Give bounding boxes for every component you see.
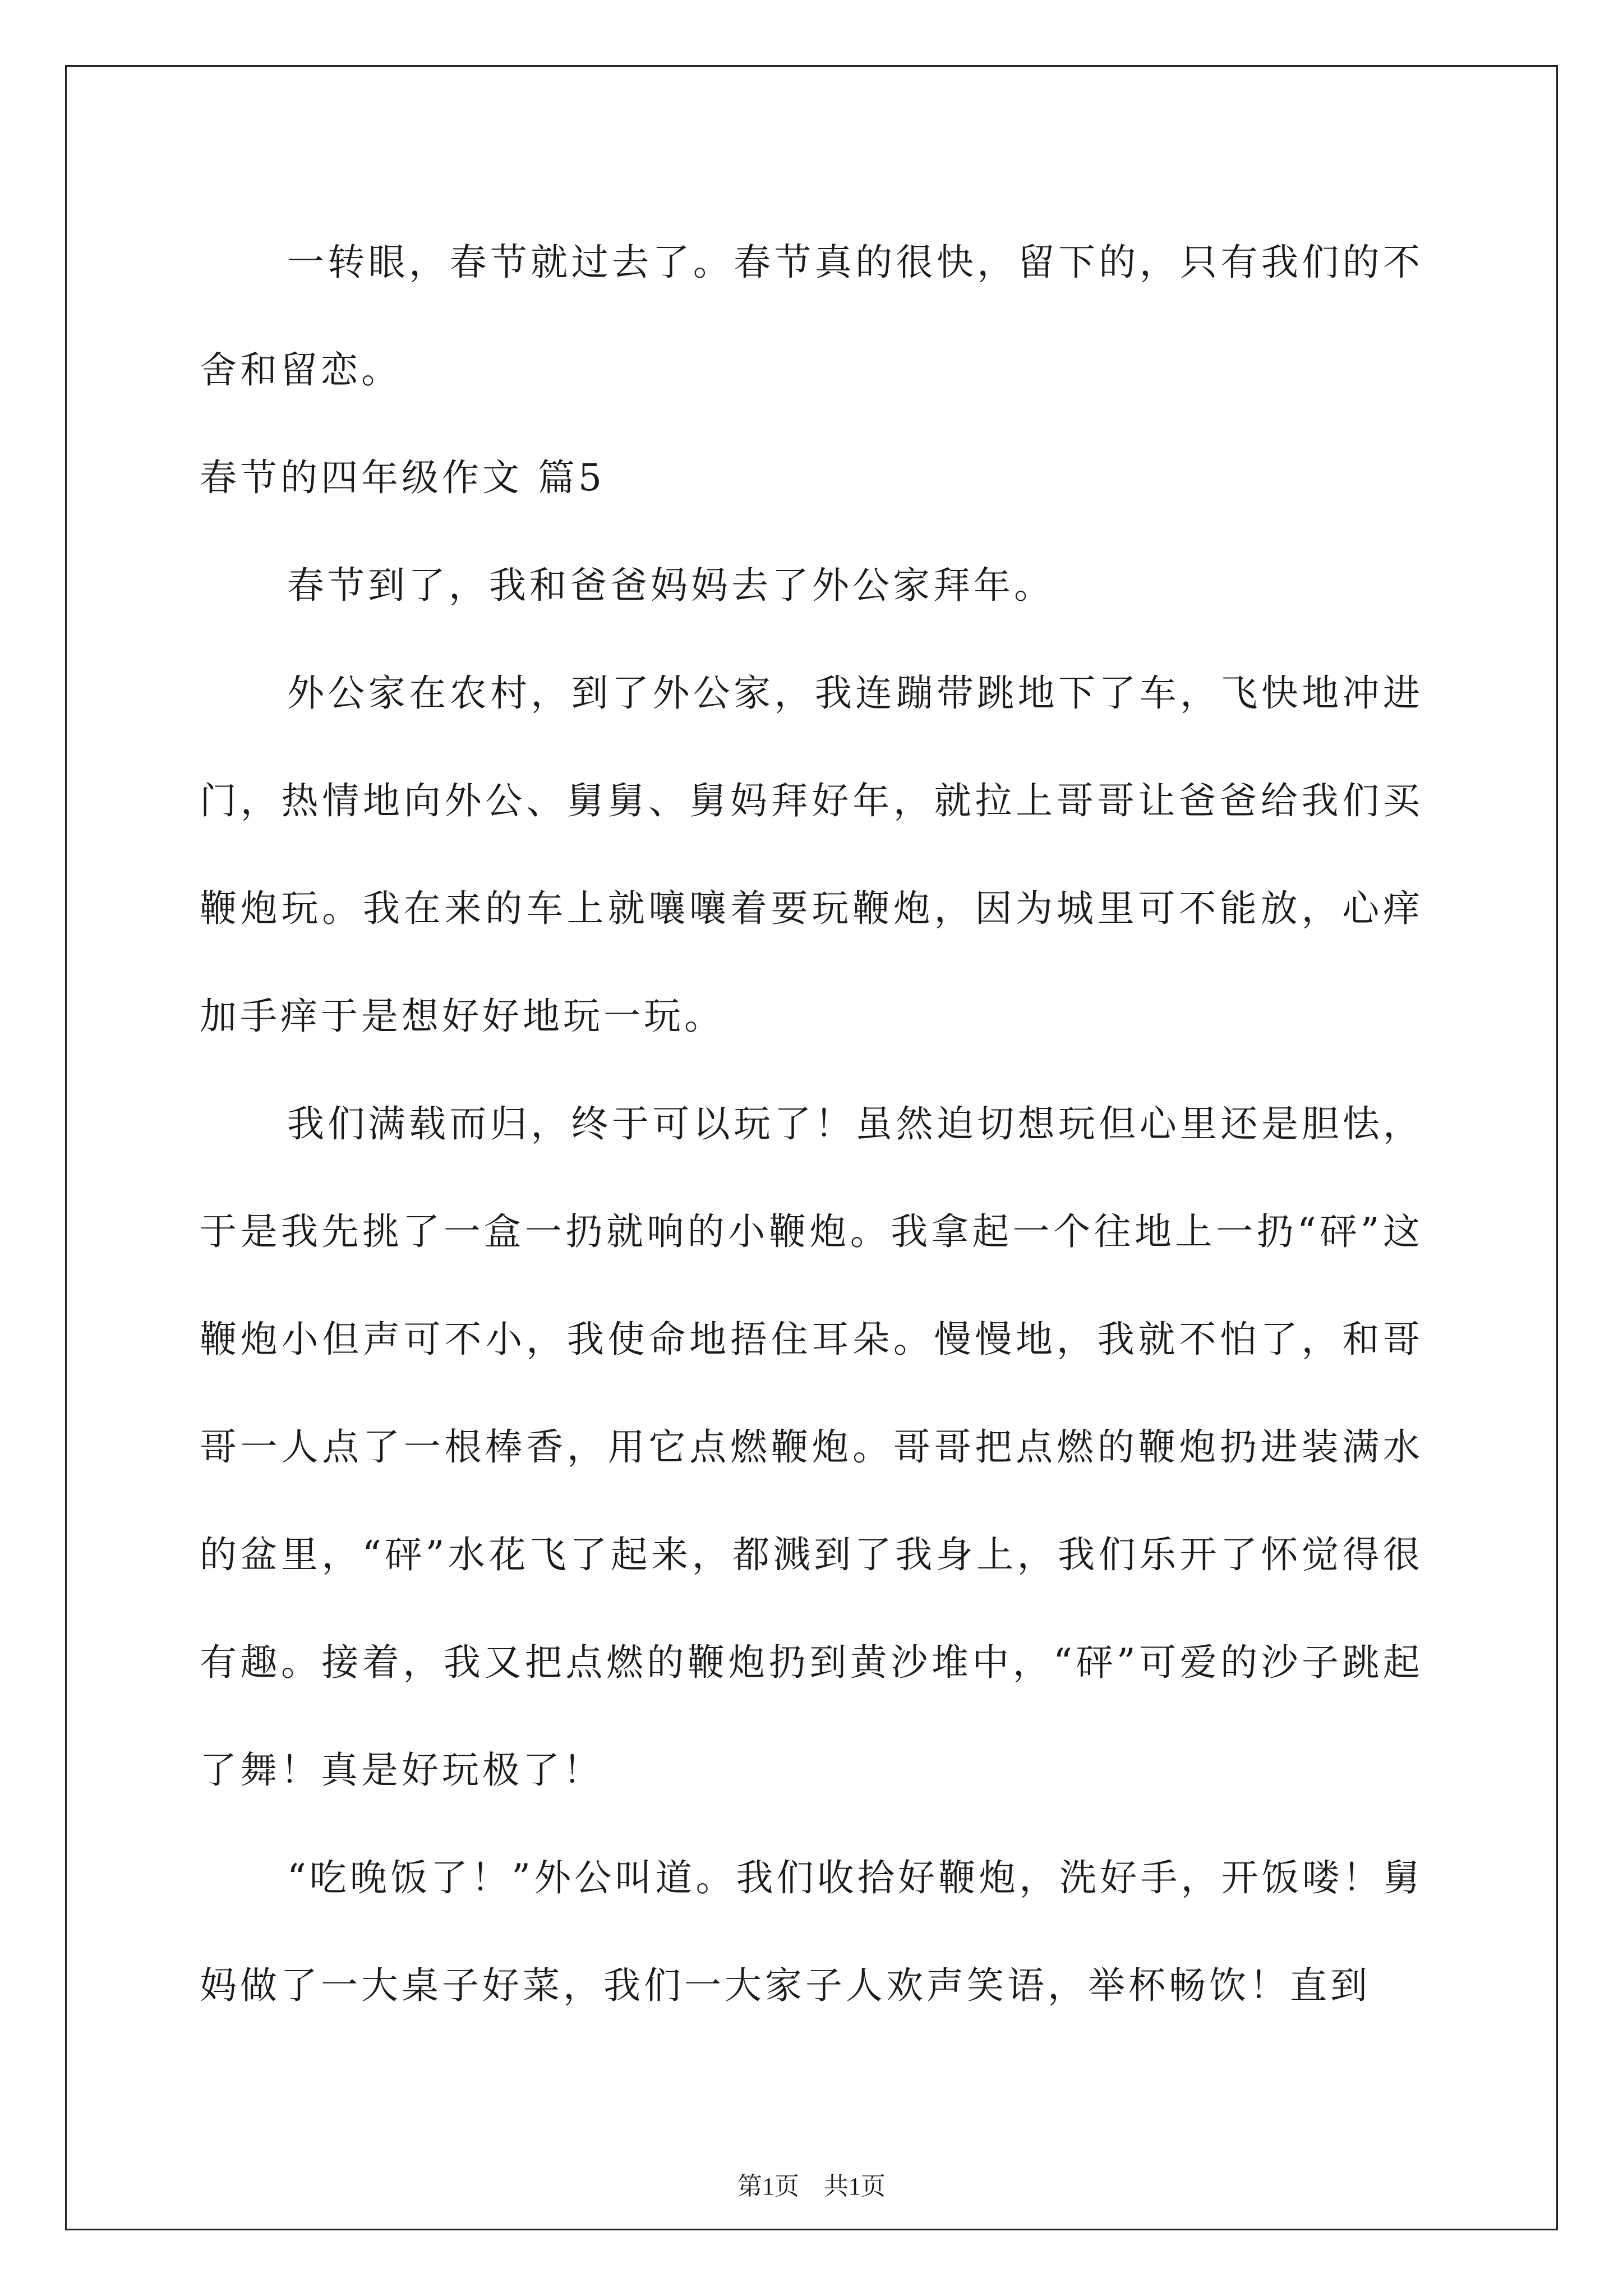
paragraph-firecrackers: 我们满载而归，终于可以玩了！虽然迫切想玩但心里还是胆怯，于是我先挑了一盒一扔就响的小鞭炮。我拿起一个往地上一扔“砰”这鞭炮小但声可不小，我使命地捂住耳朵。慢慢地，我就不怕了，和哥哥一人点了一根棒香，用它点燃鞭炮。哥哥把点燃的鞭炮扔进装满水的盆里，“砰”水花飞了起来，都溅到了我身上，我们乐开了怀觉得很有趣。接着，我又把点燃的鞭炮扔到黄沙堆中，“砰”可爱的沙子跳起了舞！真是好玩极了！ bbox=[200, 1102, 1423, 1792]
document-body bbox=[200, 209, 1423, 2040]
paragraph-grandpa-house: 外公家在农村，到了外公家，我连蹦带跳地下了车，飞快地冲进门，热情地向外公、舅舅、舅妈拜好年，就拉上哥哥让爸爸给我们买鞭炮玩。我在来的车上就嚷嚷着要玩鞭炮，因为城里可不能放，心痒加手痒于是想好好地玩一玩。 bbox=[200, 671, 1423, 1038]
paragraph-dinner: “吃晚饭了！”外公叫道。我们收拾好鞭炮，洗好手，开饭喽！舅妈做了一大桌子好菜，我们一大家子人欢声笑语，举杯畅饮！直到 bbox=[200, 1856, 1423, 2007]
paragraph-ending: 一转眼，春节就过去了。春节真的很快，留下的，只有我们的不舍和留恋。 bbox=[200, 241, 1423, 392]
section-heading: 春节的四年级作文 篇5 bbox=[200, 456, 605, 499]
paragraph-intro: 春节到了，我和爸爸妈妈去了外公家拜年。 bbox=[287, 564, 1054, 607]
page-number-footer: 第1页 共1页 bbox=[737, 2173, 886, 2200]
